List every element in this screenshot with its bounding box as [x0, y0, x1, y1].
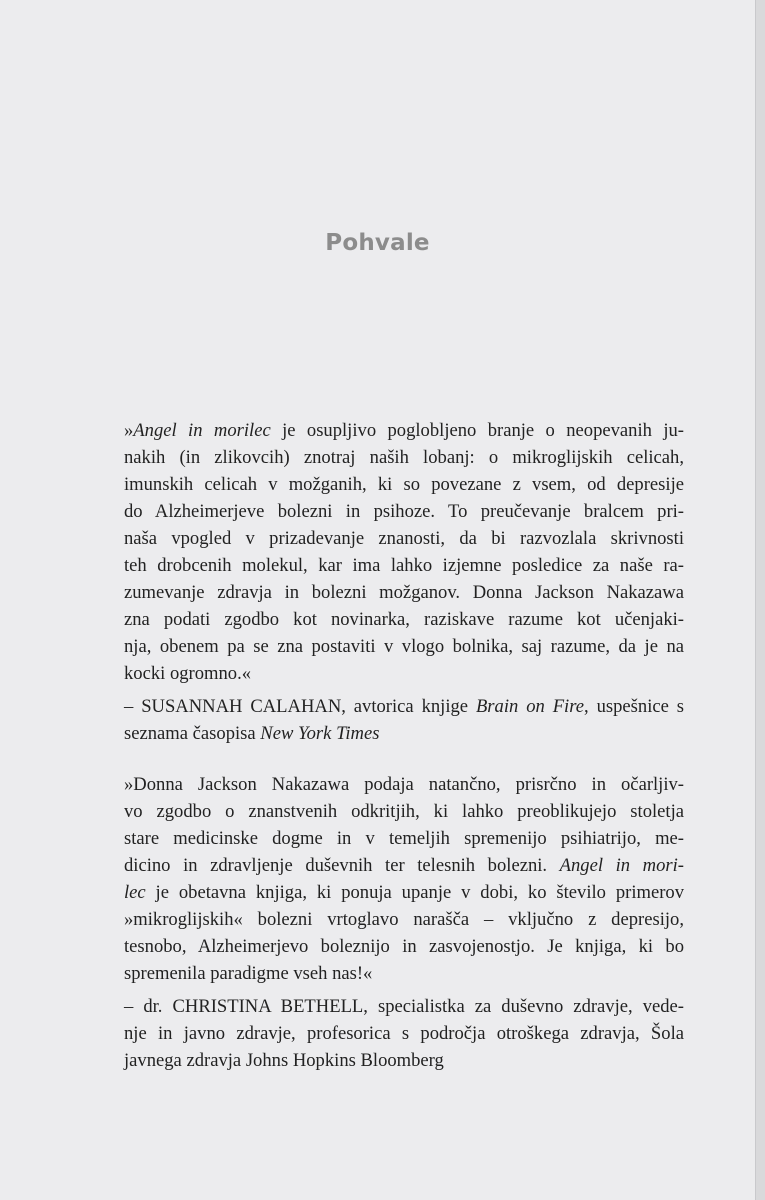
text-line	[124, 798, 684, 825]
text-line	[124, 471, 684, 498]
text-run: javnega zdravja Johns Hopkins Bloomberg	[124, 1050, 444, 1071]
text-run: vo zgodbo o znanstvenih odkritjih, ki lahko preoblikujejo stoletja	[124, 801, 684, 822]
text-run: zna podati zgodbo kot novinarka, raziskave razume kot učenjaki-	[124, 609, 684, 630]
text-line	[124, 1047, 684, 1074]
italic-run: New York Times	[260, 723, 380, 744]
text-run: , uspešnice s	[584, 696, 685, 717]
text-run: zumevanje zdravja in bolezni možganov. Donna Jackson Nakazawa	[124, 582, 684, 603]
text-run: »mikroglijskih« bolezni vrtoglavo narašča – vključno z depresijo,	[124, 909, 684, 930]
text-run: nje in javno zdravje, profesorica s področja otroškega zdravja, Šola	[124, 1023, 684, 1044]
text-line	[124, 633, 684, 660]
italic-run: Angel in morilec	[133, 420, 271, 441]
page-title: Pohvale	[325, 230, 430, 256]
praise-attribution	[124, 693, 684, 747]
text-line	[124, 579, 684, 606]
text-run: teh drobcenih molekul, kar ima lahko izjemne posledice za naše ra-	[124, 555, 684, 576]
text-line	[124, 660, 684, 687]
text-line	[124, 933, 684, 960]
text-run: dicino in zdravljenje duševnih ter telesnih bolezni.	[124, 855, 560, 876]
text-run: stare medicinske dogme in v temeljih spremenijo psihiatrijo, me-	[124, 828, 684, 849]
text-line	[124, 606, 684, 633]
text-line	[124, 906, 684, 933]
text-run: »	[124, 420, 134, 441]
text-run: spremenila paradigme vseh nas!«	[124, 963, 373, 984]
text-run: – SUSANNAH CALAHAN, avtorica knjige	[124, 696, 476, 717]
text-run: seznama časopisa	[124, 723, 261, 744]
italic-run: lec	[124, 882, 146, 903]
text-line	[124, 525, 684, 552]
text-line	[124, 993, 684, 1020]
text-line	[124, 1020, 684, 1047]
text-run: do Alzheimerjeve bolezni in psihoze. To preučevanje bralcem pri-	[124, 501, 684, 522]
text-line	[124, 417, 684, 444]
text-line	[124, 498, 684, 525]
text-run: nakih (in zlikovcih) znotraj naših lobanj: o mikroglijskih celicah,	[124, 447, 684, 468]
text-run: naša vpogled v prizadevanje znanosti, da bi razvozlala skrivnosti	[124, 528, 684, 549]
text-line	[124, 720, 684, 747]
italic-run: Brain on Fire	[475, 696, 585, 717]
praise-quote	[124, 417, 684, 687]
praise-quote	[124, 771, 684, 987]
text-line	[124, 879, 684, 906]
text-run: – dr. CHRISTINA BETHELL, specialistka za duševno zdravje, vede-	[124, 996, 684, 1017]
text-run: nja, obenem pa se zna postaviti v vlogo bolnika, saj razume, da je na	[124, 636, 684, 657]
text-run: kocki ogromno.«	[124, 663, 252, 684]
italic-run: Angel in mori-	[559, 855, 684, 876]
text-line	[124, 960, 684, 987]
text-run: tesnobo, Alzheimerjevo boleznijo in zasvojenostjo. Je knjiga, ki bo	[124, 936, 684, 957]
praise-block	[124, 417, 684, 747]
text-line	[124, 693, 684, 720]
text-line	[124, 825, 684, 852]
text-run: »Donna Jackson Nakazawa podaja natančno, prisrčno in očarljiv-	[124, 774, 684, 795]
text-line	[124, 444, 684, 471]
praise-block	[124, 771, 684, 1074]
text-run: imunskih celicah v možganih, ki so povezane z vsem, od depresije	[124, 474, 684, 495]
text-line	[124, 852, 684, 879]
praise-attribution	[124, 993, 684, 1074]
text-run: je osupljivo poglobljeno branje o neopevanih ju-	[270, 420, 684, 441]
text-line	[124, 771, 684, 798]
text-line	[124, 552, 684, 579]
text-run: je obetavna knjiga, ki ponuja upanje v dobi, ko število primerov	[145, 882, 684, 903]
